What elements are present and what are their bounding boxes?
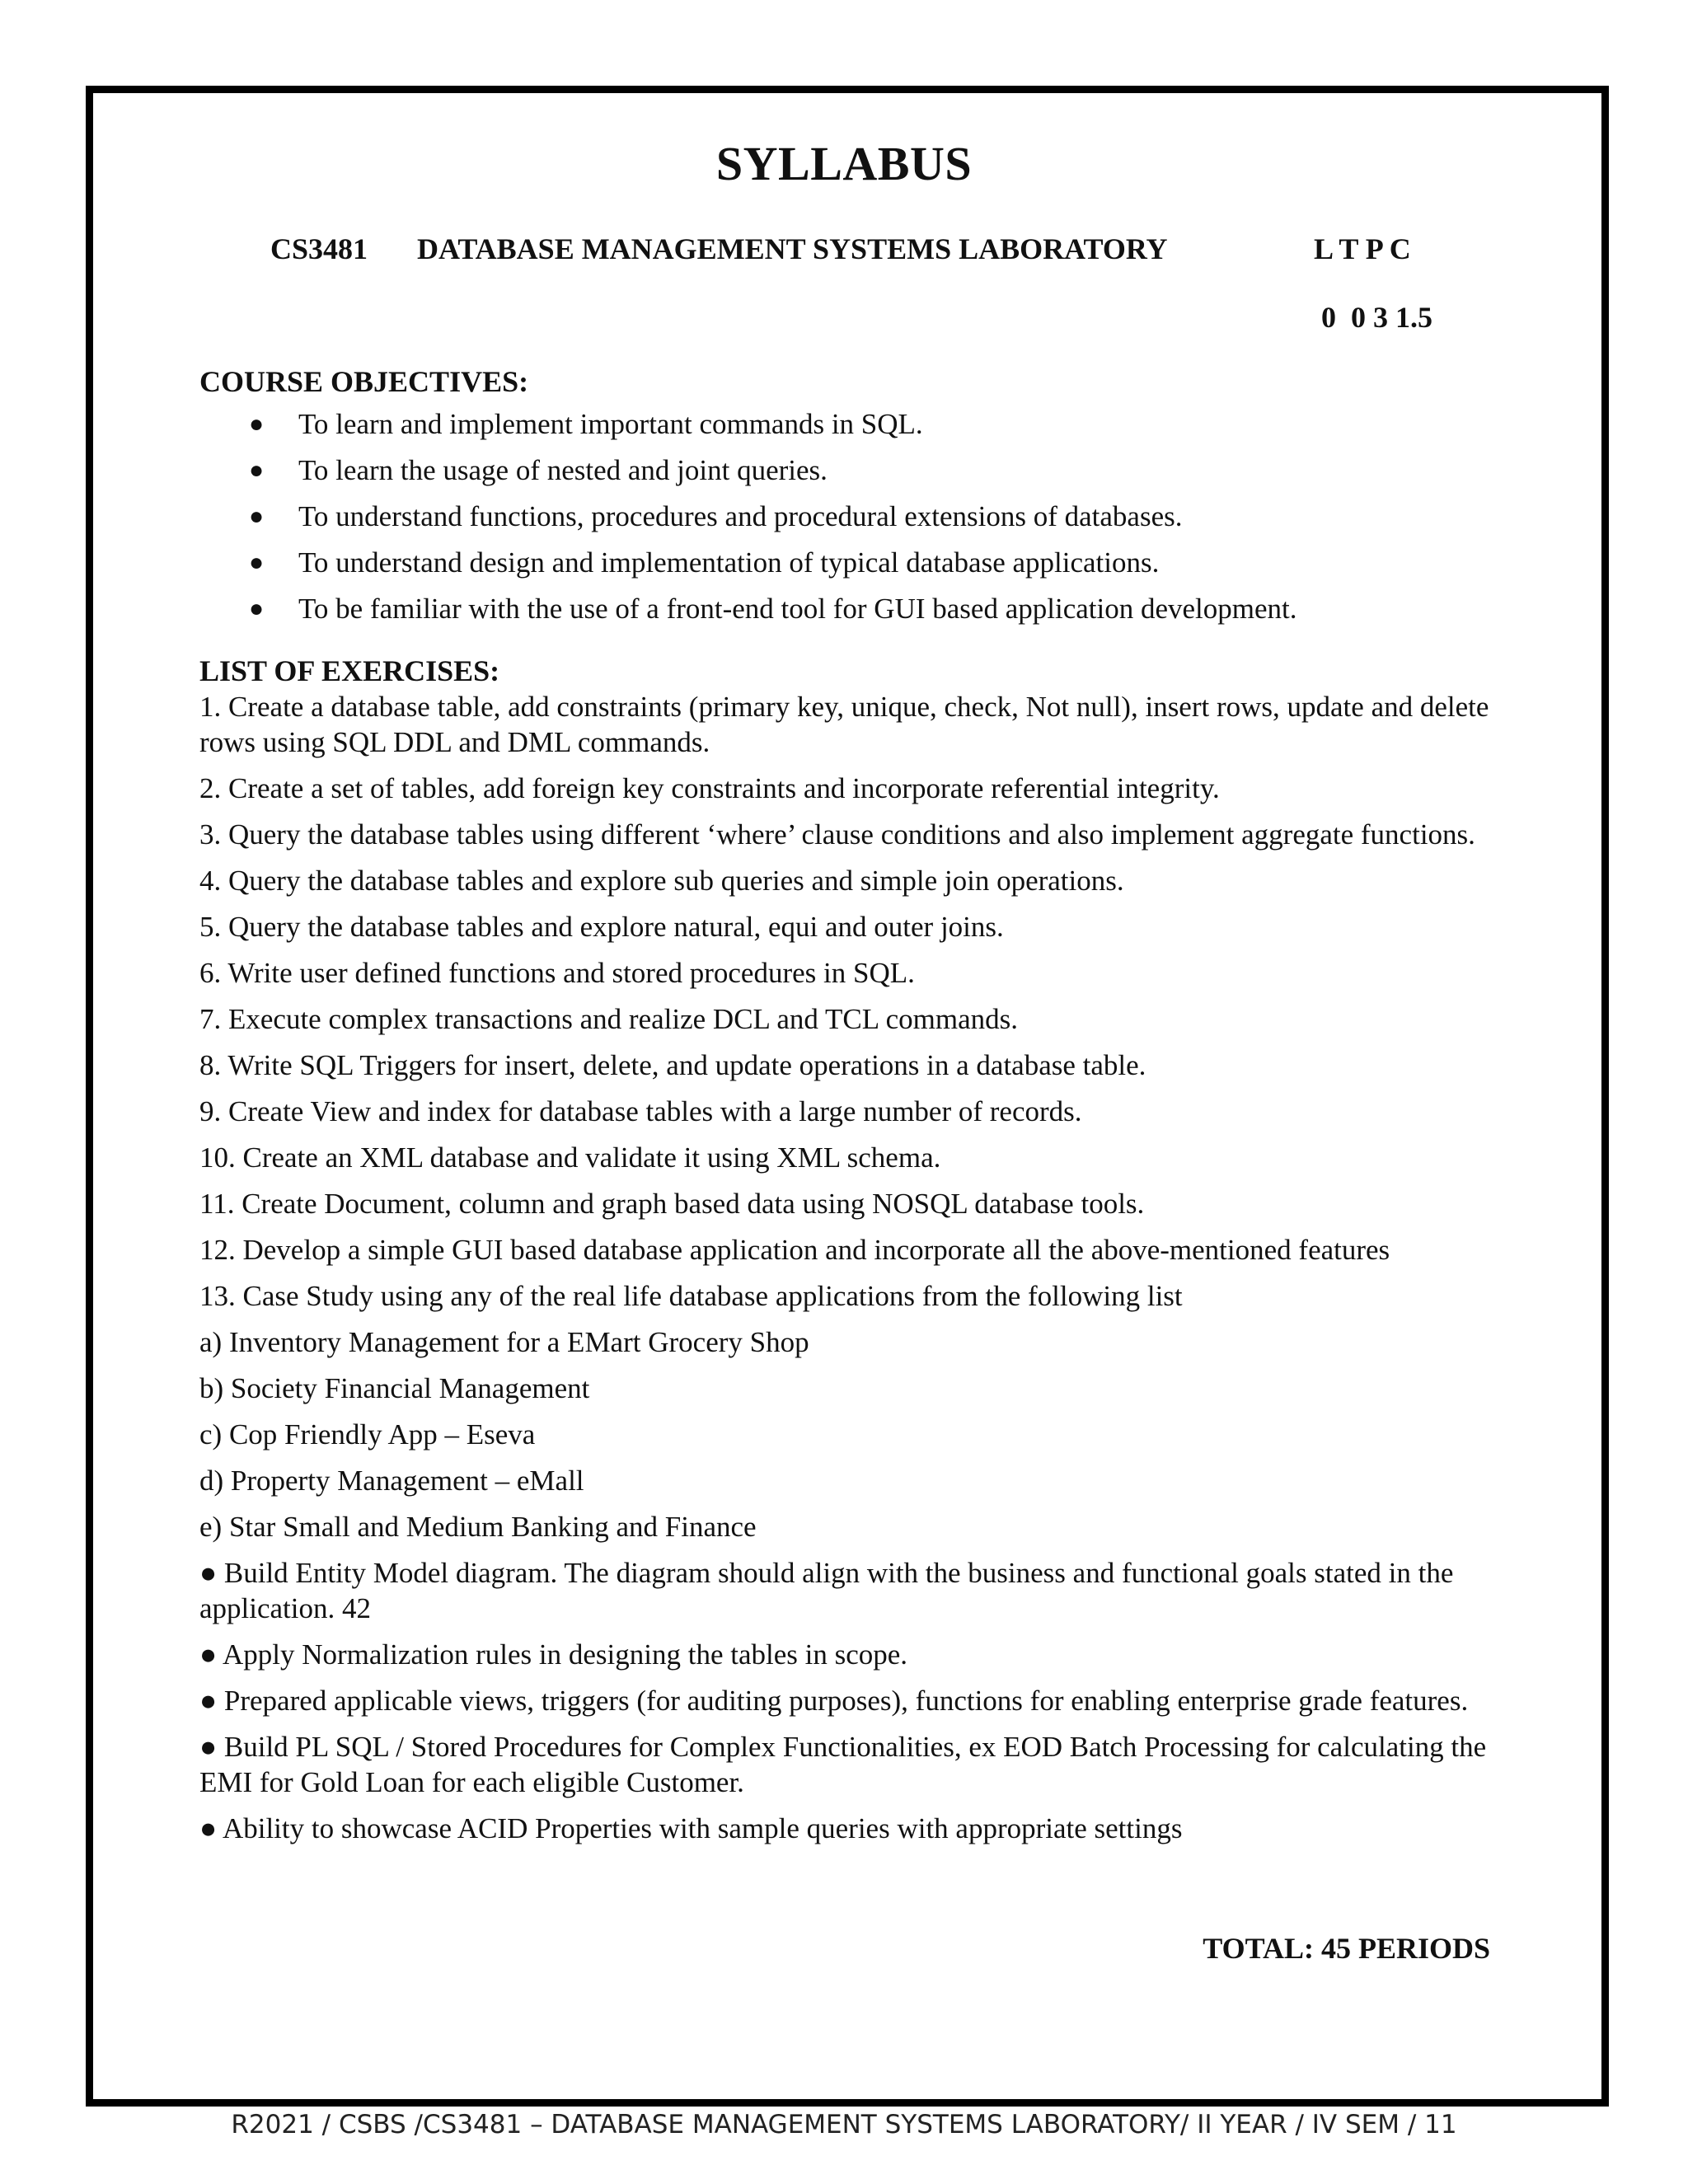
exercise-item: 10. Create an XML database and validate it using XML schema.: [199, 1141, 941, 1174]
bullet-icon: ●: [249, 595, 265, 622]
exercise-item: 11. Create Document, column and graph based data using NOSQL database tools.: [199, 1188, 1145, 1220]
objectives-list: [199, 406, 1493, 626]
case-study-task: ● Prepared applicable views, triggers (for auditing purposes), functions for enabling enterprise grade features.: [199, 1685, 1469, 1717]
exercise-item: 1. Create a database table, add constraints (primary key, unique, check, Not null), insert rows, update and delete rows using SQL DDL and DML commands.: [199, 691, 1489, 758]
exercise-item: 13. Case Study using any of the real life database applications from the following list: [199, 1280, 1183, 1312]
objectives-heading: COURSE OBJECTIVES:: [199, 365, 529, 398]
ltpc-label: L T P C: [1314, 232, 1411, 265]
exercise-item: 5. Query the database tables and explore natural, equi and outer joins.: [199, 911, 1004, 943]
bullet-icon: ●: [249, 457, 265, 484]
bullet-icon: ●: [249, 549, 265, 576]
exercises-heading: LIST OF EXERCISES:: [199, 654, 500, 687]
exercise-item: 2. Create a set of tables, add foreign key constraints and incorporate referential integrity.: [199, 772, 1220, 804]
objective-item: ● To be familiar with the use of a front-end tool for GUI based application development.: [249, 593, 1297, 625]
exercise-item: 7. Execute complex transactions and realize DCL and TCL commands.: [199, 1003, 1018, 1035]
syllabus-content: [199, 364, 1493, 1857]
bullet-icon: ●: [249, 410, 265, 438]
exercise-item: 3. Query the database tables using different ‘where’ clause conditions and also implement aggregate functions.: [199, 818, 1475, 851]
case-study-task: ● Build PL SQL / Stored Procedures for Complex Functionalities, ex EOD Batch Processing for calculating the EMI for Gold Loan for each eligible Customer.: [199, 1731, 1487, 1798]
objective-item: ● To understand design and implementation of typical database applications.: [249, 546, 1160, 579]
exercise-item: 12. Develop a simple GUI based database application and incorporate all the above-mentioned features: [199, 1234, 1390, 1266]
case-study-task: ● Ability to showcase ACID Properties with sample queries with appropriate settings: [199, 1812, 1183, 1844]
case-study-option: e) Star Small and Medium Banking and Finance: [199, 1511, 757, 1543]
total-periods: TOTAL: 45 PERIODS: [1203, 1932, 1490, 1965]
objective-item: ● To learn and implement important commands in SQL.: [249, 408, 923, 440]
case-study-option: d) Property Management – eMall: [199, 1465, 584, 1497]
case-study-task: ● Build Entity Model diagram. The diagram should align with the business and functional goals stated in the application. 42: [199, 1557, 1454, 1624]
ltpc-values: 0 0 3 1.5: [1321, 301, 1432, 334]
exercises-list: [199, 689, 1493, 1846]
course-name: DATABASE MANAGEMENT SYSTEMS LABORATORY: [417, 232, 1168, 265]
bullet-icon: ●: [249, 503, 265, 530]
case-study-option: a) Inventory Management for a EMart Grocery Shop: [199, 1326, 809, 1358]
exercise-item: 6. Write user defined functions and stored procedures in SQL.: [199, 957, 915, 989]
exercise-item: 4. Query the database tables and explore sub queries and simple join operations.: [199, 865, 1124, 897]
exercise-item: 9. Create View and index for database tables with a large number of records.: [199, 1095, 1082, 1127]
case-study-task: ● Apply Normalization rules in designing the tables in scope.: [199, 1638, 908, 1671]
page-footer: R2021 / CSBS /CS3481 – DATABASE MANAGEMENT SYSTEMS LABORATORY/ II YEAR / IV SEM / 11: [231, 2110, 1457, 2139]
page-title: SYLLABUS: [715, 137, 973, 190]
case-study-option: b) Society Financial Management: [199, 1372, 590, 1404]
objective-item: ● To understand functions, procedures and procedural extensions of databases.: [249, 500, 1183, 532]
objective-item: ● To learn the usage of nested and joint queries.: [249, 454, 828, 486]
course-code: CS3481: [270, 232, 368, 265]
exercise-item: 8. Write SQL Triggers for insert, delete, and update operations in a database table.: [199, 1049, 1146, 1081]
case-study-option: c) Cop Friendly App – Eseva: [199, 1418, 536, 1451]
